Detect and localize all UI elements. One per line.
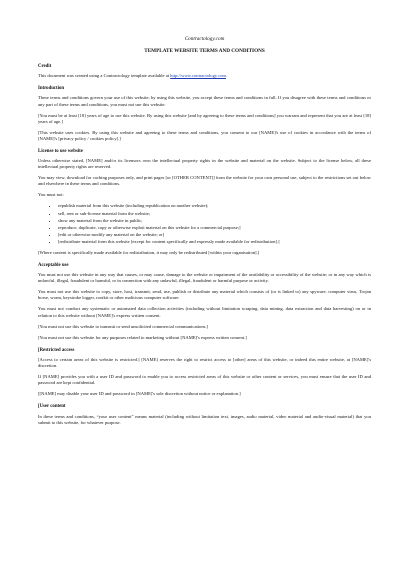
list-item: • reproduce, duplicate, copy or otherwise exploit material on this website for a commercial purpose;] bbox=[58, 225, 371, 231]
acceptable-use-paragraph-5: [You must not use this website for any purposes related to marketing without [NAME]'s express written consent.] bbox=[38, 334, 247, 340]
acceptable-use-paragraph-4: [You must not use this website to transmit or send unsolicited commercial communications.] bbox=[38, 323, 209, 329]
acceptable-use-paragraph-2: You must not use this website to copy, store, host, transmit, send, use, publish or distribute any material which consists of (or is linked to) any spyware, computer virus, Trojan horse, worm, keystroke logger, rootkit or other malicious computer software. bbox=[38, 289, 371, 301]
credit-text: This document was created using a Contractology template available at http://www.contractology.com. bbox=[38, 73, 228, 79]
license-heading: License to use website bbox=[38, 148, 83, 154]
license-paragraph-1: Unless otherwise stated, [NAME] and/or its licensors own the intellectual property rights in the website and material on the website. Subject to the license below, all these intellectual property rights are reserved. bbox=[38, 158, 371, 170]
restricted-access-paragraph-1: [Access to certain areas of this website is restricted.] [NAME] reserves the right to restrict access to [other] areas of this website, or indeed this entire website, at [NAME]'s discretion. bbox=[38, 357, 371, 369]
acceptable-use-paragraph-3: You must not conduct any systematic or automated data collection activities (including without limitation scraping, data mining, data extraction and data harvesting) on or in relation to this website without [NAME]'s express written consent. bbox=[38, 306, 371, 318]
introduction-paragraph-2: [You must be at least [18] years of age to use this website. By using this website [and by agreeing to these terms and conditions] you warrant and represent that you are at least [18] years of age.] bbox=[38, 112, 371, 124]
user-content-heading: [User content bbox=[38, 404, 66, 410]
license-paragraph-2: You may view, download for caching purposes only, and print pages [or [OTHER CONTENT]] from the website for your own personal use, subject to the restrictions set out below and elsewhere in these terms and conditions. bbox=[38, 175, 371, 187]
list-item: • republish material from this website (including republication on another website); bbox=[58, 203, 371, 209]
restrictions-list bbox=[38, 203, 371, 244]
credit-heading: Credit bbox=[38, 63, 52, 69]
user-content-paragraph-1: In these terms and conditions, “your user content” means material (including without limitation text, images, audio material, video material and audio-visual material) that you submit to this website, for whatever purpose. bbox=[38, 413, 371, 425]
license-paragraph-4: [Where content is specifically made available for redistribution, it may only be redistributed [within your organisation].] bbox=[38, 249, 260, 255]
list-item: • [redistribute material from this website [except for content specifically and expressly made available for redistribution].] bbox=[58, 239, 371, 245]
restricted-access-paragraph-3: [[NAME] may disable your user ID and password in [NAME]'s sole discretion without notice or explanation.] bbox=[38, 391, 241, 397]
list-item: • show any material from the website in public; bbox=[58, 218, 371, 224]
contractology-link[interactable]: http://www.contractology.com bbox=[170, 73, 226, 79]
introduction-paragraph-1: These terms and conditions govern your use of this website; by using this website, you accept these terms and conditions in full. If you disagree with these terms and conditions or any part of these terms and conditions, you must not use this website. bbox=[38, 95, 371, 107]
license-paragraph-3: You must not: bbox=[38, 192, 64, 198]
restricted-access-paragraph-2: If [NAME] provides you with a user ID and password to enable you to access restricted areas of this website or other content or services, you must ensure that the user ID and password are kept confidential. bbox=[38, 374, 371, 386]
list-item: • sell, rent or sub-license material from the website; bbox=[58, 211, 371, 217]
list-item: • [edit or otherwise modify any material on the website; or] bbox=[58, 232, 371, 238]
acceptable-use-heading: Acceptable use bbox=[38, 262, 69, 268]
introduction-paragraph-3: [This website uses cookies. By using this website and agreeing to these terms and conditions, you consent to our [NAME]'s use of cookies in accordance with the terms of [NAME]'s [privacy policy / cookies policy].] bbox=[38, 129, 371, 141]
acceptable-use-paragraph-1: You must not use this website in any way that causes, or may cause, damage to the website or impairment of the availability or accessibility of the website; or in any way which is unlawful, illegal, fraudulent or harmful, or in connection with any unlawful, illegal, fraudulent or harmful purpose or activity. bbox=[38, 272, 371, 284]
introduction-heading: Introduction bbox=[38, 86, 65, 92]
site-name: Contractology.com bbox=[184, 36, 225, 42]
restricted-access-heading: [Restricted access bbox=[38, 347, 75, 353]
document-title: TEMPLATE WEBSITE TERMS AND CONDITIONS bbox=[144, 47, 265, 54]
